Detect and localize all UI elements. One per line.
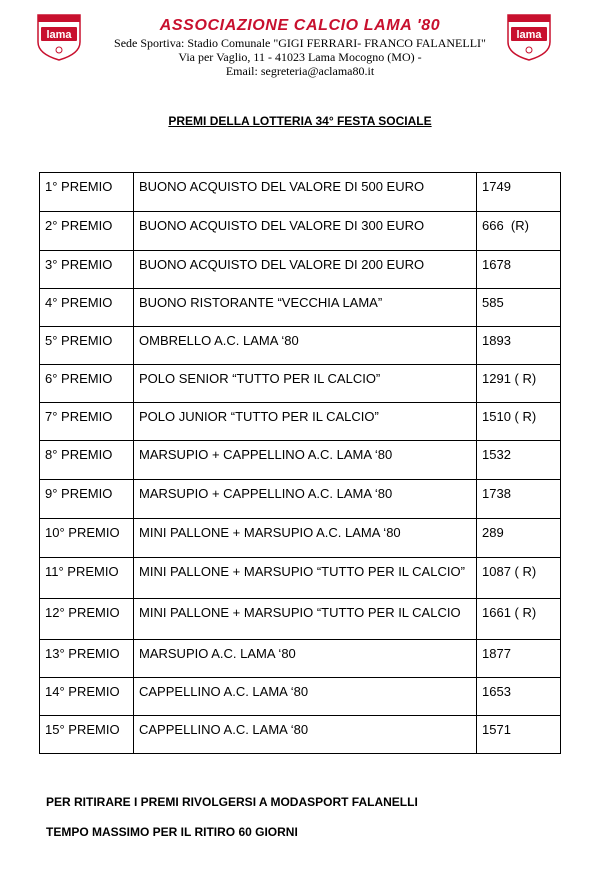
prize-description: BUONO ACQUISTO DEL VALORE DI 200 EURO [134,251,477,289]
prize-rank: 7° PREMIO [40,403,134,441]
prize-rank: 4° PREMIO [40,289,134,327]
prize-rank: 5° PREMIO [40,327,134,365]
prize-rank: 12° PREMIO [40,599,134,640]
prize-row [40,640,561,678]
prize-description: POLO JUNIOR “TUTTO PER IL CALCIO” [134,403,477,441]
prize-table [39,172,561,754]
prize-description: BUONO ACQUISTO DEL VALORE DI 500 EURO [134,173,477,212]
prize-rank: 15° PREMIO [40,716,134,754]
winning-ticket: 585 [477,289,561,327]
winning-ticket: 666 (R) [477,212,561,251]
prize-row [40,212,561,251]
prize-rank: 9° PREMIO [40,480,134,519]
winning-ticket: 1087 ( R) [477,558,561,599]
prize-row [40,558,561,599]
prize-description: MINI PALLONE + MARSUPIO “TUTTO PER IL CALCIO [134,599,477,640]
winning-ticket: 1653 [477,678,561,716]
winning-ticket: 1893 [477,327,561,365]
prize-row [40,327,561,365]
address-line-venue: Sede Sportiva: Stadio Comunale "GIGI FERRARI- FRANCO FALANELLI" [114,36,486,50]
winning-ticket: 1661 ( R) [477,599,561,640]
prize-rank: 13° PREMIO [40,640,134,678]
prize-description: MARSUPIO + CAPPELLINO A.C. LAMA ‘80 [134,441,477,480]
winning-ticket: 1532 [477,441,561,480]
winning-ticket: 1510 ( R) [477,403,561,441]
association-name: ASSOCIAZIONE CALCIO LAMA '80 [159,17,441,34]
prize-description: MARSUPIO A.C. LAMA ‘80 [134,640,477,678]
prize-rank: 6° PREMIO [40,365,134,403]
prize-row [40,480,561,519]
document-title: PREMI DELLA LOTTERIA 34° FESTA SOCIALE [168,114,432,128]
winning-ticket: 1749 [477,173,561,212]
prize-description: CAPPELLINO A.C. LAMA ‘80 [134,678,477,716]
winning-ticket: 289 [477,519,561,558]
prize-row [40,716,561,754]
prize-row [40,289,561,327]
logo-text: lama [46,29,72,41]
prize-row [40,441,561,480]
prize-description: MINI PALLONE + MARSUPIO “TUTTO PER IL CALCIO” [134,558,477,599]
footer-collection-note: PER RITIRARE I PREMI RIVOLGERSI A MODASPORT FALANELLI [46,795,418,809]
prize-description: POLO SENIOR “TUTTO PER IL CALCIO” [134,365,477,403]
prize-row [40,173,561,212]
winning-ticket: 1678 [477,251,561,289]
club-crest-logo-right [504,12,554,62]
prize-row [40,599,561,640]
prize-rank: 3° PREMIO [40,251,134,289]
prize-row [40,519,561,558]
prize-rank: 11° PREMIO [40,558,134,599]
winning-ticket: 1291 ( R) [477,365,561,403]
prize-row [40,403,561,441]
prize-rank: 10° PREMIO [40,519,134,558]
prize-description: BUONO RISTORANTE “VECCHIA LAMA” [134,289,477,327]
prize-row [40,365,561,403]
winning-ticket: 1738 [477,480,561,519]
prize-rank: 14° PREMIO [40,678,134,716]
prize-rank: 1° PREMIO [40,173,134,212]
address-line-street: Via per Vaglio, 11 - 41023 Lama Mocogno (MO) - [178,50,422,64]
prize-description: BUONO ACQUISTO DEL VALORE DI 300 EURO [134,212,477,251]
prize-description: MINI PALLONE + MARSUPIO A.C. LAMA ‘80 [134,519,477,558]
prize-row [40,678,561,716]
prize-rank: 2° PREMIO [40,212,134,251]
address-line-email: Email: segreteria@aclama80.it [225,64,375,78]
winning-ticket: 1877 [477,640,561,678]
prize-row [40,251,561,289]
letterhead [95,16,505,78]
prize-description: OMBRELLO A.C. LAMA ‘80 [134,327,477,365]
logo-text: lama [516,29,542,41]
prize-description: MARSUPIO + CAPPELLINO A.C. LAMA ‘80 [134,480,477,519]
club-crest-logo-left [34,12,84,62]
prize-description: CAPPELLINO A.C. LAMA ‘80 [134,716,477,754]
prize-rank: 8° PREMIO [40,441,134,480]
winning-ticket: 1571 [477,716,561,754]
footer-deadline-note: TEMPO MASSIMO PER IL RITIRO 60 GIORNI [46,825,298,839]
